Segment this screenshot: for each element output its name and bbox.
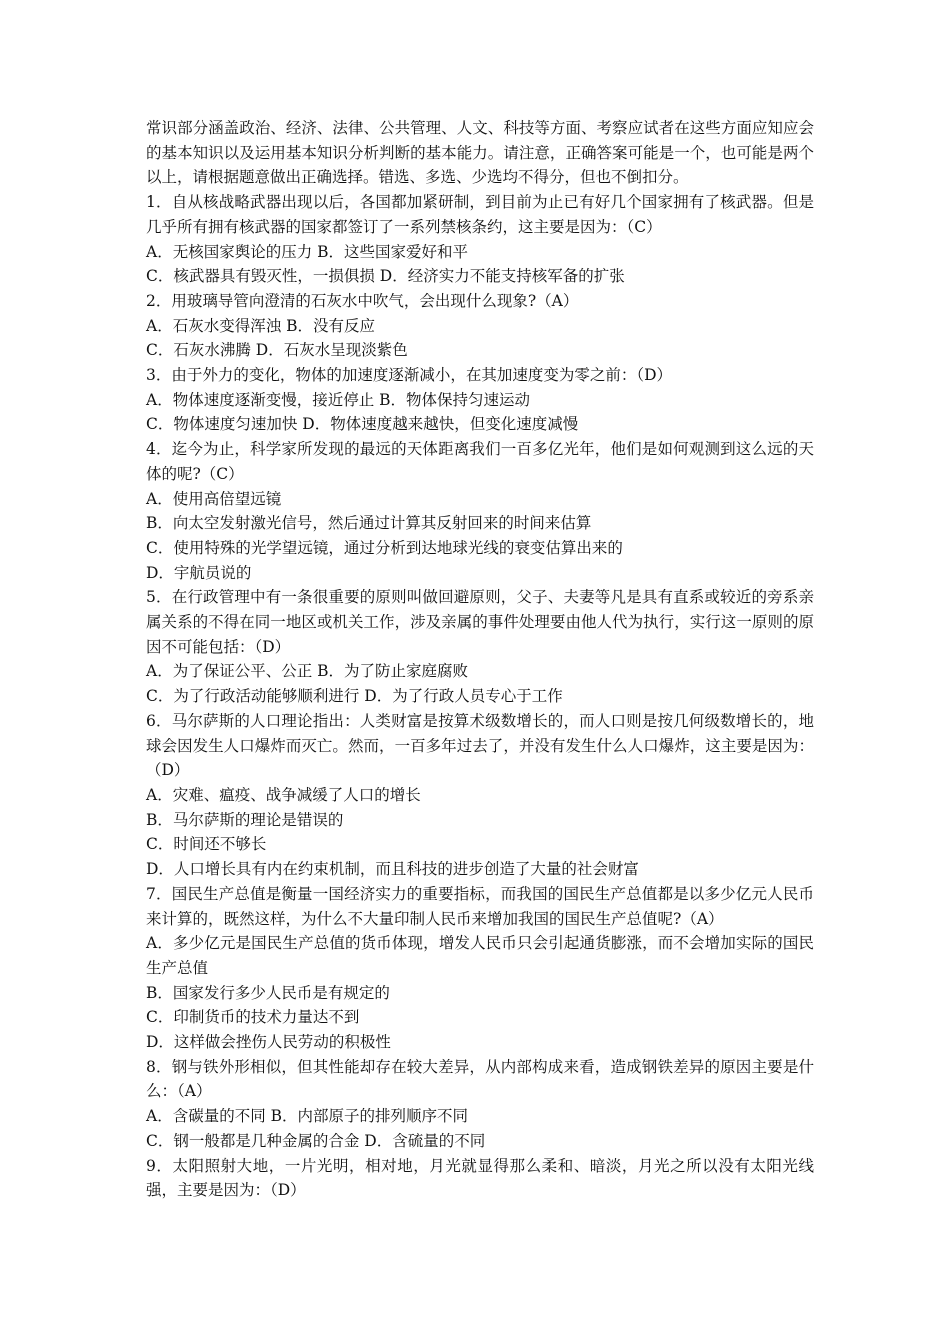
question-3-stem: 3．由于外力的变化，物体的加速度逐渐减小，在其加速度变为零之前：（D） [146, 366, 673, 385]
question-6-stem: 6．马尔萨斯的人口理论指出：人类财富是按算术级数增长的，而人口则是按几何级数增长的，地球会因发生人口爆炸而灭亡。然而，一百多年过去了，并没有发生什么人口爆炸，这主要是因为：（D） [146, 711, 814, 780]
question-1-options-cd: C．核武器具有毁灭性，一损俱损 D．经济实力不能支持核军备的扩张 [146, 267, 625, 286]
question-4-stem: 4．迄今为止，科学家所发现的最远的天体距离我们一百多亿光年，他们是如何观测到这么远的天体的呢?（C） [146, 440, 814, 483]
question-1-stem: 1．自从核战略武器出现以后，各国都加紧研制，到目前为止已有好几个国家拥有了核武器。但是几乎所有拥有核武器的国家都签订了一系列禁核条约，这主要是因为：（C） [146, 193, 814, 236]
question-3-options-ab: A．物体速度逐渐变慢，接近停止 B．物体保持匀速运动 [146, 390, 531, 409]
question-6-option-b: B．马尔萨斯的理论是错误的 [146, 810, 344, 829]
question-5-options-cd: C．为了行政活动能够顺利进行 D．为了行政人员专心于工作 [146, 687, 563, 706]
question-7-option-d: D．这样做会挫伤人民劳动的积极性 [146, 1033, 391, 1052]
question-2-stem: 2．用玻璃导管向澄清的石灰水中吹气，会出现什么现象?（A） [146, 291, 579, 310]
question-2-options-cd: C．石灰水沸腾 D．石灰水呈现淡紫色 [146, 341, 408, 360]
question-4-option-c: C．使用特殊的光学望远镜，通过分析到达地球光线的衰变估算出来的 [146, 538, 623, 557]
question-8-options-cd: C．钢一般都是几种金属的合金 D．含硫量的不同 [146, 1131, 486, 1150]
question-5-stem: 5．在行政管理中有一条很重要的原则叫做回避原则，父子、夫妻等凡是具有直系或较近的旁系亲属关系的不得在同一地区或机关工作，涉及亲属的事件处理要由他人代为执行，实行这一原则的原因不可能包括：（D） [146, 588, 814, 656]
question-8-options-ab: A．含碳量的不同 B．内部原子的排列顺序不同 [146, 1107, 469, 1126]
question-2-options-ab: A．石灰水变得浑浊 B．没有反应 [146, 316, 376, 335]
question-6-option-d: D．人口增长具有内在约束机制，而且科技的进步创造了大量的社会财富 [146, 860, 639, 879]
question-6-option-c: C．时间还不够长 [146, 835, 267, 854]
question-5-options-ab: A．为了保证公平、公正 B．为了防止家庭腐败 [146, 662, 469, 681]
question-3-options-cd: C．物体速度匀速加快 D．物体速度越来越快，但变化速度减慢 [146, 415, 579, 434]
question-7-stem: 7．国民生产总值是衡量一国经济实力的重要指标，而我国的国民生产总值都是以多少亿元人民币来计算的，既然这样，为什么不大量印制人民币来增加我国的国民生产总值呢?（A） [146, 884, 814, 928]
question-6-option-a: A．灾难、瘟疫、战争减缓了人口的增长 [146, 785, 421, 804]
question-7-option-b: B．国家发行多少人民币是有规定的 [146, 983, 390, 1002]
question-4-option-d: D．宇航员说的 [146, 563, 252, 582]
question-9-stem: 9．太阳照射大地，一片光明，相对地，月光就显得那么柔和、暗淡，月光之所以没有太阳光线强，主要是因为：（D） [146, 1156, 814, 1200]
question-8-stem: 8．钢与铁外形相似，但其性能却存在较大差异，从内部构成来看，造成钢铁差异的原因主要是什么：（A） [146, 1057, 814, 1101]
question-4-option-b: B．向太空发射激光信号，然后通过计算其反射回来的时间来估算 [146, 514, 592, 533]
document-page [146, 116, 814, 1203]
question-1-options-ab: A．无核国家舆论的压力 B．这些国家爱好和平 [146, 242, 469, 261]
question-7-option-c: C．印制货币的技术力量达不到 [146, 1008, 360, 1027]
question-4-option-a: A．使用高倍望远镜 [146, 489, 282, 508]
intro-paragraph: 常识部分涵盖政治、经济、法律、公共管理、人文、科技等方面、考察应试者在这些方面应知应会的基本知识以及运用基本知识分析判断的基本能力。请注意，正确答案可能是一个，也可能是两个以上，请根据题意做出正确选择。错选、多选、少选均不得分，但也不倒扣分。 [146, 119, 814, 187]
question-7-option-a: A．多少亿元是国民生产总值的货币体现，增发人民币只会引起通货膨涨，而不会增加实际的国民生产总值 [146, 934, 814, 977]
